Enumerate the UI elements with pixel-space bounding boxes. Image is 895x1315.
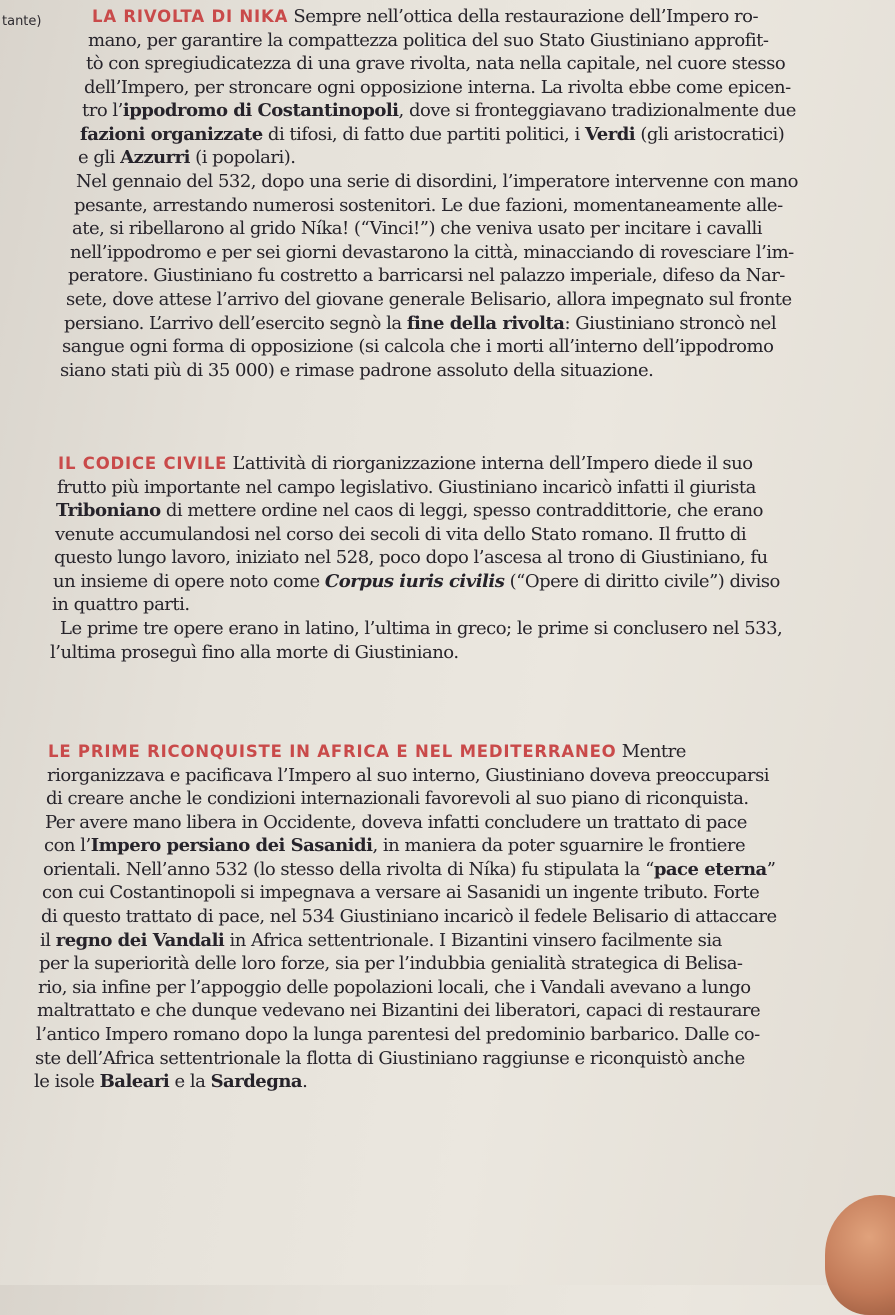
text-line: rio, sia infine per l’appoggio delle popolazioni locali, che i Vandali avevano a lungo [38, 976, 751, 998]
text-fragment: (i popolari). [189, 147, 296, 169]
text-line: peratore. Giustiniano fu costretto a barricarsi nel palazzo imperiale, difeso da Nar- [68, 265, 785, 287]
text-fragment: (“Opere di diritto civile”) diviso [504, 570, 780, 592]
text-line: sangue ogni forma di opposizione (si calcola che i morti all’interno dell’ippodromo [62, 336, 774, 358]
bold-term: Triboniano [56, 500, 161, 522]
text-line: tò con spregiudicatezza di una grave rivolta, nata nella capitale, nel cuore stesso [86, 53, 786, 75]
text-fragment: persiano. L’arrivo dell’esercito segnò la [64, 312, 407, 334]
text-fragment: le isole [34, 1071, 100, 1093]
text-line: l’ultima proseguì fino alla morte di Giustiniano. [50, 641, 459, 663]
text-line: Le prime tre opere erano in latino, l’ultima in greco; le prime si conclusero nel 533, [60, 618, 783, 640]
text-line: questo lungo lavoro, iniziato nel 528, poco dopo l’ascesa al trono di Giustiniano, fu [54, 547, 768, 569]
text-line [0, 312, 895, 336]
text-line [0, 929, 895, 953]
bold-term: fazioni organizzate [80, 123, 263, 145]
text-line [0, 123, 895, 147]
text-line: riorganizzava e pacificava l’Impero al suo interno, Giustiniano doveva preoccuparsi [47, 764, 770, 786]
text-line: di creare anche le condizioni internazionali favorevoli al suo piano di riconquista. [46, 788, 749, 810]
text-line [0, 834, 895, 858]
text-fragment: tro l’ [82, 100, 123, 122]
text-fragment: di mettere ordine nel caos di leggi, spesso contraddittorie, che erano [160, 500, 763, 522]
text-line: siano stati più di 35 000) e rimase padrone assoluto della situazione. [60, 359, 654, 381]
text-line: mano, per garantire la compattezza politica del suo Stato Giustiniano approfit- [88, 29, 769, 51]
bold-term: ippodromo di Costantinopoli [122, 100, 399, 122]
text-fragment: (gli aristocratici) [635, 123, 785, 145]
text-line [0, 570, 895, 594]
text-line: per la superiorità delle loro forze, sia per l’indubbia genialità strategica di Belisa- [39, 953, 743, 975]
text-fragment: e gli [78, 147, 121, 169]
section-rivolta-nika [0, 5, 895, 382]
text-line: frutto più importante nel campo legislativo. Giustiniano incaricò infatti il giurista [57, 476, 756, 498]
bold-term: Baleari [99, 1071, 170, 1093]
bold-term: regno dei Vandali [55, 929, 225, 951]
text-fragment: e la [169, 1071, 211, 1093]
bold-italic-term: Corpus iuris civilis [324, 570, 505, 592]
text-line: Nel gennaio del 532, dopo una serie di disordini, l’imperatore intervenne con mano [76, 171, 799, 193]
text-line: ste dell’Africa settentrionale la flotta di Giustiniano raggiunse e riconquistò anche [35, 1047, 745, 1069]
bold-term: Impero persiano dei Sasanidi [90, 835, 373, 857]
text-fragment: in Africa settentrionale. I Bizantini vinsero facilmente sia [224, 929, 722, 951]
text-fragment: , dove si fronteggiavano tradizionalmente due [398, 100, 796, 122]
text-line [0, 740, 895, 764]
text-line: ate, si ribellarono al grido Níka! (“Vinci!”) che veniva usato per incitare i cavalli [72, 218, 762, 240]
text-fragment: : Giustiniano stroncò nel [564, 312, 777, 334]
text-line [0, 146, 895, 170]
section-heading: LE PRIME RICONQUISTE IN AFRICA E NEL MEDITERRANEO [48, 742, 617, 761]
text-line [0, 1070, 895, 1094]
fingertip-image [825, 1195, 895, 1315]
text-line: nell’ippodromo e per sei giorni devastarono la città, minacciando di rovesciare l’im- [70, 241, 794, 263]
text-fragment: . [302, 1071, 308, 1093]
text-line [0, 858, 895, 882]
section-riconquiste [0, 740, 895, 1094]
text-fragment: Mentre [621, 741, 686, 762]
bold-term: Azzurri [120, 147, 190, 169]
section-codice-civile [0, 452, 895, 664]
bold-term: fine della rivolta [406, 312, 565, 334]
bold-term: pace eterna [653, 858, 767, 880]
text-line: di questo trattato di pace, nel 534 Giustiniano incaricò il fedele Belisario di attaccare [41, 906, 777, 928]
text-fragment: di tifosi, di fatto due partiti politici, i [262, 123, 585, 145]
text-fragment: ” [766, 858, 776, 880]
bold-term: Sardegna [210, 1071, 303, 1093]
text-line: con cui Costantinopoli si impegnava a versare ai Sasanidi un ingente tributo. Forte [42, 882, 760, 904]
text-line: dell’Impero, per stroncare ogni opposizione interna. La rivolta ebbe come epicen- [84, 76, 791, 98]
text-fragment: L’attività di riorganizzazione interna dell’Impero diede il suo [232, 453, 753, 474]
text-line [0, 499, 895, 523]
text-fragment: Sempre nell’ottica della restaurazione dell’Impero ro- [293, 6, 759, 27]
section-heading: LA RIVOLTA DI NIKA [92, 7, 289, 26]
text-fragment: il [40, 929, 56, 951]
text-fragment: orientali. Nell’anno 532 (lo stesso della rivolta di Níka) fu stipulata la “ [43, 858, 654, 880]
section-heading: IL CODICE CIVILE [58, 454, 228, 473]
text-line [0, 99, 895, 123]
text-line [0, 5, 895, 29]
text-line: in quattro parti. [52, 594, 190, 616]
margin-note: tante) [2, 14, 42, 29]
text-fragment: , in maniera da poter sguarnire le frontiere [372, 835, 746, 857]
text-fragment: con l’ [44, 835, 91, 857]
text-line: l’antico Impero romano dopo la lunga parentesi del predominio barbarico. Dalle co- [36, 1023, 760, 1045]
text-line: maltrattato e che dunque vedevano nei Bizantini dei liberatori, capaci di restaurare [37, 1000, 761, 1022]
text-line [0, 452, 895, 476]
text-line: venute accumulandosi nel corso dei secoli di vita dello Stato romano. Il frutto di [55, 523, 747, 545]
text-fragment: un insieme di opere noto come [53, 570, 325, 592]
text-line: Per avere mano libera in Occidente, doveva infatti concludere un trattato di pace [45, 811, 747, 833]
bold-term: Verdi [584, 123, 636, 145]
text-line: sete, dove attese l’arrivo del giovane generale Belisario, allora impegnato sul fronte [66, 288, 792, 310]
text-line: pesante, arrestando numerosi sostenitori. Le due fazioni, momentaneamente alle- [74, 194, 783, 216]
